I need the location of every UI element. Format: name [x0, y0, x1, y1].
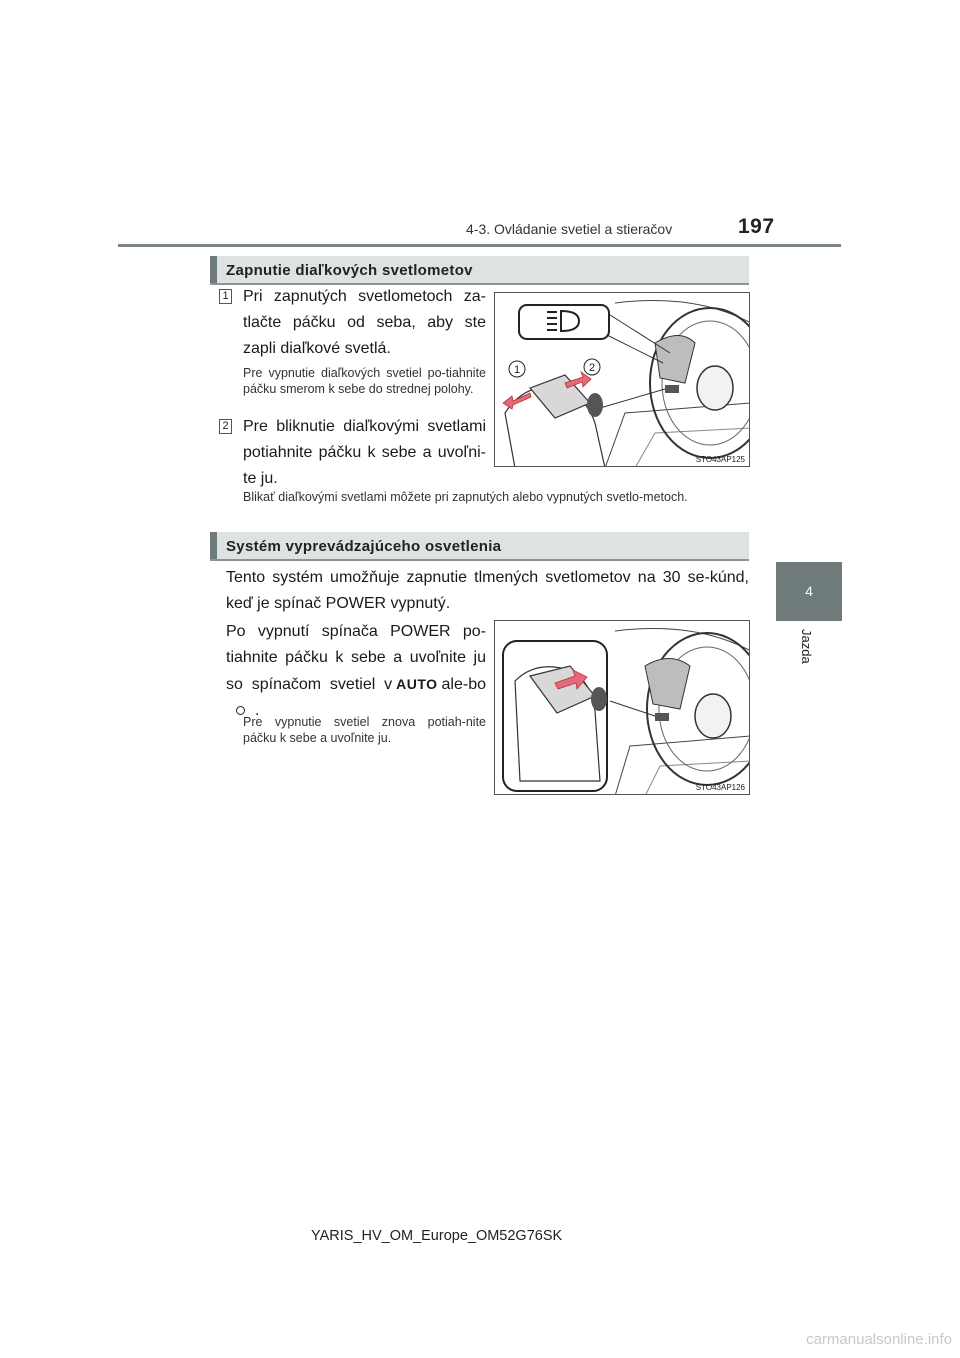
section-title-text: Zapnutie diaľkových svetlometov — [226, 262, 473, 279]
step-1-note: Pre vypnutie diaľkových svetiel po-tiahnite páčku smerom k sebe do strednej polohy. — [243, 366, 486, 396]
auto-symbol: AUTO — [396, 676, 438, 692]
step-2-badge: 2 — [219, 419, 232, 434]
section-title-text: Systém vyprevádzajúceho osvetlenia — [226, 538, 502, 555]
instruction-end: . — [255, 702, 260, 719]
chapter-number: 4 — [805, 583, 813, 599]
figure-code-1: STO43AP125 — [695, 455, 745, 464]
section-title-bar — [210, 256, 217, 283]
chapter-label-box — [776, 621, 842, 664]
follow-me-instruction — [226, 619, 486, 724]
watermark: carmanualsonline.info — [806, 1331, 952, 1348]
header-rule — [118, 244, 841, 247]
figure-high-beam — [494, 292, 750, 467]
flash-note: Blikať diaľkovými svetlami môžete pri zapnutých alebo vypnutých svetlo-metoch. — [243, 490, 688, 504]
chapter-tab — [776, 562, 842, 621]
document-id: YARIS_HV_OM_Europe_OM52G76SK — [311, 1228, 563, 1244]
figure-label-1: 1 — [513, 364, 521, 376]
follow-me-note: Pre vypnutie svetiel znova potiah-nite páčku k sebe a uvoľnite ju. — [243, 715, 486, 745]
page-number: 197 — [738, 215, 775, 238]
follow-me-illustration — [495, 621, 750, 795]
step-2-text: Pre bliknutie diaľkovými svetlami potiahnite páčku k sebe a uvoľni-te ju. — [243, 418, 486, 487]
figure-label-2: 2 — [588, 362, 596, 374]
figure-follow-me — [494, 620, 750, 795]
instruction-part-1: Po vypnutí spínača POWER po-tiahnite páčku k sebe a uvoľnite ju so spínačom svetiel v — [226, 623, 486, 693]
figure-code-2: STO43AP126 — [695, 783, 745, 792]
step-1-badge: 1 — [219, 289, 232, 304]
follow-me-intro: Tento systém umožňuje zapnutie tlmených svetlometov na 30 se-kúnd, keď je spínač POWER vypnutý. — [226, 569, 749, 612]
chapter-label: Jazda — [799, 629, 814, 664]
section-title-follow-me — [210, 532, 749, 561]
section-title-high-beam — [210, 256, 749, 285]
section-title-bar — [210, 532, 217, 559]
high-beam-illustration — [495, 293, 750, 467]
instruction-part-2: ale-bo — [441, 676, 486, 693]
step-1-text: Pri zapnutých svetlometoch za-tlačte páčku od seba, aby ste zapli diaľkové svetlá. — [243, 288, 486, 357]
section-header: 4-3. Ovládanie svetiel a stieračov — [466, 221, 673, 237]
